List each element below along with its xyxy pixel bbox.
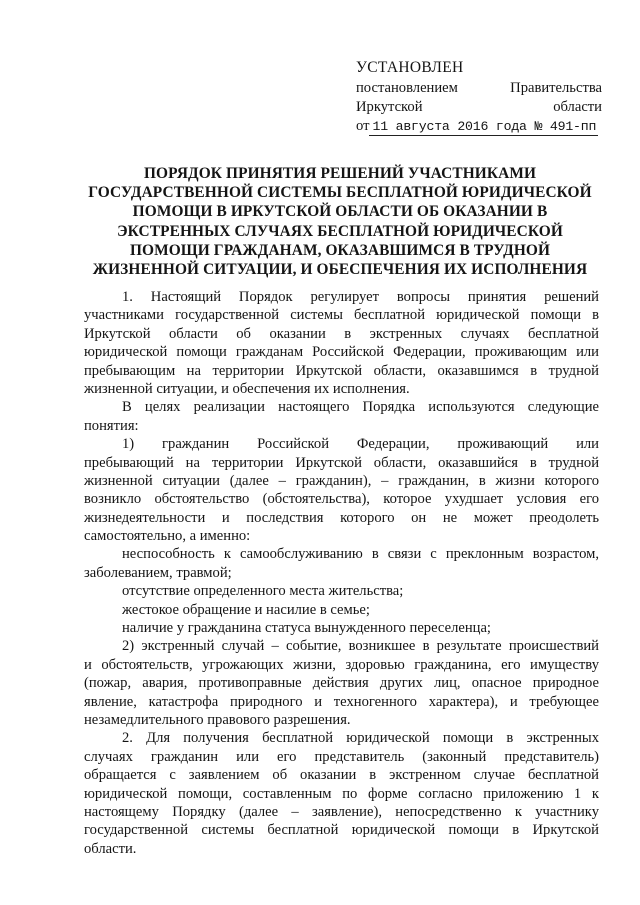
body-line: жизненной ситуации (далее – гражданин), – гражданин, в жизни которого: [84, 472, 599, 489]
body-line: участниками государственной системы бесплатной юридической помощи в: [84, 307, 599, 324]
body-line: настоящему Порядку (далее – заявление), непосредственно к участнику: [84, 803, 599, 820]
title-line: ЭКСТРЕННЫХ СЛУЧАЯХ БЕСПЛАТНОЙ ЮРИДИЧЕСКОЙ: [117, 222, 563, 240]
body-line: жизнедеятельности и последствия которого он не может преодолеть: [84, 509, 599, 526]
body-line: и обстоятельств, угрожающих жизни, здоровью гражданина, его имуществу: [84, 656, 599, 673]
body-line: случаях гражданин или его представитель (законный представитель): [84, 748, 599, 765]
approval-line-2-right: Правительства: [510, 80, 602, 96]
body-line: 2. Для получения бесплатной юридической помощи в экстренных: [122, 730, 599, 747]
body-line: пребывающим на территории Иркутской области, оказавшимся в трудной: [84, 362, 599, 379]
body-line: юридической помощи гражданам Российской Федерации, проживающим или: [84, 344, 599, 361]
title-line: ПОРЯДОК ПРИНЯТИЯ РЕШЕНИЙ УЧАСТНИКАМИ: [143, 165, 537, 182]
approval-block: [356, 58, 602, 136]
body-line: (пожар, авария, противоправные действия других лиц, опасное природное: [84, 675, 599, 692]
body-line: области.: [84, 840, 137, 857]
title-line: ГОСУДАРСТВЕННОЙ СИСТЕМЫ БЕСПЛАТНОЙ ЮРИДИЧЕСКОЙ: [88, 184, 592, 202]
body-line: юридической помощи, составленным по форме согласно приложению 1 к: [84, 785, 599, 802]
approval-line-3: [356, 98, 602, 117]
approval-line-3-right: области: [553, 99, 602, 115]
body-line: явление, катастрофа природного и техногенного характера), и требующее: [84, 693, 599, 710]
approval-line-2: [356, 79, 602, 98]
body-line: жизненной ситуации, и обеспечения их исполнения.: [84, 380, 410, 397]
approval-date-prefix: от: [356, 118, 370, 134]
approval-line-2-left: постановлением: [356, 80, 458, 96]
body-line: государственной системы бесплатной юридической помощи в Иркутской: [84, 822, 599, 839]
approval-date-value: 11 августа 2016 года № 491-пп: [369, 119, 598, 136]
document-body: [84, 288, 599, 858]
body-line: заболеванием, травмой;: [84, 564, 232, 581]
body-line: 2) экстренный случай – событие, возникшее в результате происшествий: [122, 638, 599, 655]
body-line: 1) гражданин Российской Федерации, проживающий или: [122, 436, 599, 453]
body-line: неспособность к самообслуживанию в связи с преклонным возрастом,: [122, 546, 599, 563]
body-line: Иркутской области об оказании в экстренных случаях бесплатной: [84, 325, 599, 342]
document-title: [70, 164, 610, 279]
body-line: В целях реализации настоящего Порядка используются следующие: [122, 399, 599, 416]
body-line: обращается с заявлением об оказании в экстренном случае бесплатной: [84, 767, 599, 784]
approval-date-row: [356, 117, 602, 136]
body-line: незамедлительного правового разрешения.: [84, 711, 351, 728]
body-line: 1. Настоящий Порядок регулирует вопросы принятия решений: [122, 289, 599, 305]
body-line: наличие у гражданина статуса вынужденного переселенца;: [122, 620, 491, 637]
body-line: самостоятельно, а именно:: [84, 528, 251, 545]
body-line: отсутствие определенного места жительства;: [122, 583, 404, 600]
title-line: ЖИЗНЕННОЙ СИТУАЦИИ, И ОБЕСПЕЧЕНИЯ ИХ ИСПОЛНЕНИЯ: [92, 261, 588, 279]
title-line: ПОМОЩИ В ИРКУТСКОЙ ОБЛАСТИ ОБ ОКАЗАНИИ В: [132, 203, 548, 221]
body-line: понятия:: [84, 417, 139, 434]
approval-line-3-left: Иркутской: [356, 99, 423, 115]
body-line: жестокое обращение и насилие в семье;: [122, 601, 370, 618]
approval-heading: УСТАНОВЛЕН: [356, 59, 464, 76]
body-line: возникло обстоятельство (обстоятельства), которое ухудшает условия его: [84, 491, 599, 508]
title-line: ПОМОЩИ ГРАЖДАНАМ, ОКАЗАВШИМСЯ В ТРУДНОЙ: [129, 241, 551, 259]
body-line: пребывающий на территории Иркутской области, оказавшийся в трудной: [84, 454, 599, 471]
